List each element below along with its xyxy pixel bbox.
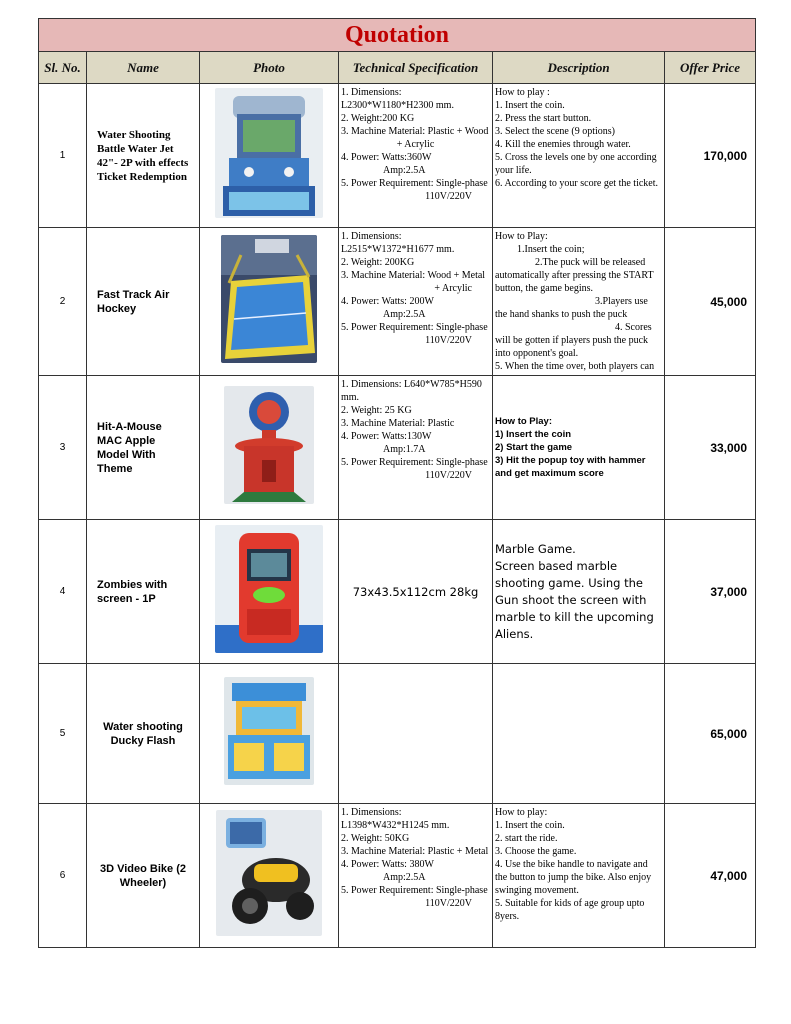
product-photo	[200, 664, 339, 804]
table-row	[39, 804, 756, 948]
header-offer-price: Offer Price	[665, 52, 756, 84]
quotation-sheet	[38, 18, 755, 948]
product-name: Hit-A-Mouse MAC Apple Model With Theme	[87, 376, 200, 520]
technical-specification: 1. Dimensions: L1398*W432*H1245 mm. 2. Weight: 50KG 3. Machine Material: Plastic + Metal 4. Power: Watts: 380W Amp:2.5A 5. Power Requirement: Single-phase 110V/220V	[339, 804, 493, 948]
product-name: 3D Video Bike (2 Wheeler)	[87, 804, 200, 948]
header-row	[39, 52, 756, 84]
description: How to play: 1. Insert the coin. 2. start the ride. 3. Choose the game. 4. Use the bike handle to navigate and the button to jump the bike. Also enjoy swinging movement. 5. Suitable for kids of age group upto 8yers.	[493, 804, 665, 948]
sl-no: 4	[39, 520, 87, 664]
table-row	[39, 84, 756, 228]
hit-a-mouse-machine-image	[224, 386, 314, 504]
offer-price: 37,000	[665, 520, 756, 664]
offer-price: 47,000	[665, 804, 756, 948]
zombies-machine-image	[215, 525, 323, 653]
header-name: Name	[87, 52, 200, 84]
sl-no: 3	[39, 376, 87, 520]
offer-price: 45,000	[665, 228, 756, 376]
sl-no: 2	[39, 228, 87, 376]
technical-specification	[339, 664, 493, 804]
sl-no: 6	[39, 804, 87, 948]
table-row	[39, 228, 756, 376]
table-row	[39, 664, 756, 804]
header-description: Description	[493, 52, 665, 84]
product-photo	[200, 520, 339, 664]
product-name: Water Shooting Battle Water Jet 42"- 2P with effects Ticket Redemption	[87, 84, 200, 228]
description: How to Play: 1.Insert the coin; 2.The puck will be released automatically after pressing the START button, the game begins. 3.Players use the hand shanks to push the puck 4. Scores will be gotten if players push the puck into opponent's goal. 5. When the time over, both players can	[493, 228, 665, 376]
description: How to Play: 1) Insert the coin 2) Start the game 3) Hit the popup toy with hammer and get maximum score	[493, 376, 665, 520]
technical-specification: 1. Dimensions: L2300*W1180*H2300 mm. 2. Weight:200 KG 3. Machine Material: Plastic + Wood + Acrylic 4. Power: Watts:360W Amp:2.5A 5. Power Requirement: Single-phase 110V/220V	[339, 84, 493, 228]
product-photo	[200, 804, 339, 948]
table-row	[39, 376, 756, 520]
header-photo: Photo	[200, 52, 339, 84]
water-shooting-machine-image	[215, 88, 323, 218]
product-photo	[200, 228, 339, 376]
quotation-title: Quotation	[39, 19, 756, 52]
header-sl-no: Sl. No.	[39, 52, 87, 84]
sl-no: 5	[39, 664, 87, 804]
product-photo	[200, 84, 339, 228]
air-hockey-table-image	[221, 235, 317, 363]
header-technical-specification: Technical Specification	[339, 52, 493, 84]
description: Marble Game. Screen based marble shooting game. Using the Gun shoot the screen with marble to kill the upcoming Aliens.	[493, 520, 665, 664]
technical-specification: 1. Dimensions: L640*W785*H590 mm. 2. Weight: 25 KG 3. Machine Material: Plastic 4. Power: Watts:130W Amp:1.7A 5. Power Requirement: Single-phase 110V/220V	[339, 376, 493, 520]
product-name: Zombies with screen - 1P	[87, 520, 200, 664]
offer-price: 170,000	[665, 84, 756, 228]
sl-no: 1	[39, 84, 87, 228]
video-bike-image	[216, 810, 322, 936]
product-name: Water shooting Ducky Flash	[87, 664, 200, 804]
product-photo	[200, 376, 339, 520]
offer-price: 65,000	[665, 664, 756, 804]
offer-price: 33,000	[665, 376, 756, 520]
quotation-table	[38, 18, 756, 948]
product-name: Fast Track Air Hockey	[87, 228, 200, 376]
ducky-flash-machine-image	[224, 677, 314, 785]
technical-specification: 73x43.5x112cm 28kg	[339, 520, 493, 664]
description: How to play : 1. Insert the coin. 2. Press the start button. 3. Select the scene (9 options) 4. Kill the enemies through water. 5. Cross the levels one by one according your life. 6. According to your score get the ticket.	[493, 84, 665, 228]
description	[493, 664, 665, 804]
technical-specification: 1. Dimensions: L2515*W1372*H1677 mm. 2. Weight: 200KG 3. Machine Material: Wood + Metal + Arcylic 4. Power: Watts: 200W Amp:2.5A 5. Power Requirement: Single-phase 110V/220V	[339, 228, 493, 376]
table-row	[39, 520, 756, 664]
